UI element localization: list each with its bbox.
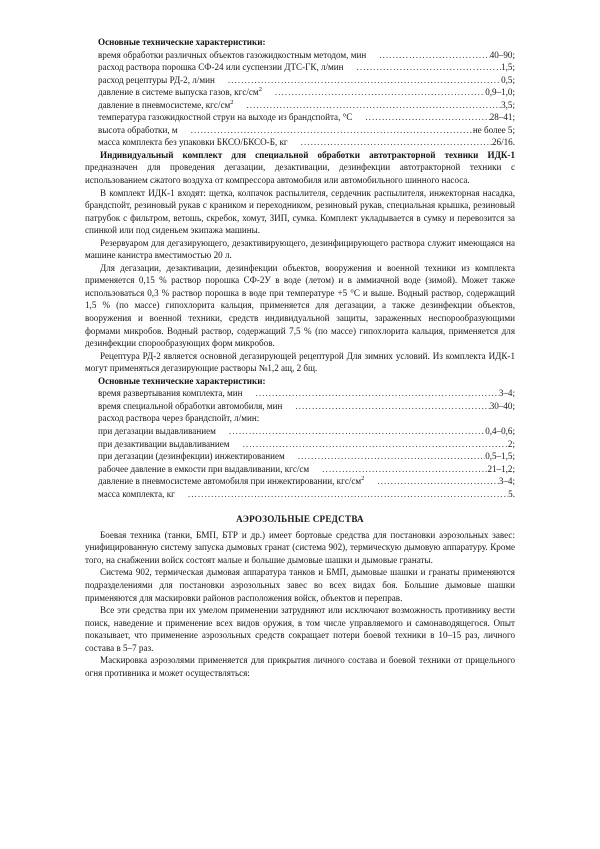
paragraph-reservoir: Резервуаром для дегазирующего, дезактивирующего, дезинфицирующего раствора служит имеющаяся на машине канистра вместимостью 20 л. xyxy=(85,237,515,261)
paragraph-aerosol-1: Боевая техника (танки, БМП, БТР и др.) имеет бортовые средства для постановки аэрозольных завес: унифицированную систему запуска дымовых гранат (система 902), термическую дымовую аппаратуру. Кроме того, на снабжении войск состоят малые и большие дымовые шашки и дымовые гранаты. xyxy=(85,529,515,565)
spec-primary-row xyxy=(85,74,515,87)
spec-primary-label: расход рецептуры РД-2, л/мин xyxy=(98,74,215,85)
spec-secondary-row xyxy=(85,475,515,488)
spec-primary-row xyxy=(85,124,515,137)
spec-secondary-label: при дезактивации выдавливанием xyxy=(98,438,230,449)
spec-secondary-row xyxy=(85,450,515,463)
spec-secondary-value: 5. xyxy=(508,488,515,499)
spec-primary-value: 26/16. xyxy=(492,137,515,148)
spec-primary-leader xyxy=(178,124,473,137)
spec-secondary-row xyxy=(85,387,515,400)
spec-heading-1: Основные технические характеристики: xyxy=(98,37,266,47)
paragraph-solutions: Для дегазации, дезактивации, дезинфекции объектов, вооружения и военной техники из комплекта применяется 0,15 % раствор порошка СФ-2У в воде (летом) и в аммиачной воде (зимой). Может также использоваться 0,3 % раствор порошка в воде при температуре +5 °С и выше. Водный раствор, содержащий 1,5 % (по массе) гипохлорита кальция, применяется для дегазации, а также дезинфекции объектов, вооружения и военной техники, средств индивидуальной защиты, зараженных неспорообразующими формами микробов. Водный раствор, содержащий 7,5 % (по массе) гипохлорита кальция, применяется для дезинфекции спорообразующих форм микробов. xyxy=(85,262,515,349)
section-title-aerosol: АЭРОЗОЛЬНЫЕ СРЕДСТВА xyxy=(236,514,364,525)
spec-secondary-row xyxy=(85,463,515,476)
spec-secondary-label: масса комплекта, кг xyxy=(98,488,175,499)
document-body xyxy=(85,36,515,679)
spec-primary-leader xyxy=(262,86,485,99)
spec-secondary-leader xyxy=(216,425,485,438)
spec-secondary-label: при дегазации (дезинфекции) инжектированием xyxy=(98,451,285,462)
spec-secondary-leader xyxy=(175,488,508,501)
spec-secondary-value: 0,4–0,6; xyxy=(485,425,515,436)
spec-primary-label: давление в пневмосистеме, кгс/$см^2$ xyxy=(98,98,234,110)
spec-primary-value: 0,5; xyxy=(501,74,515,85)
idk1-intro-rest: предназначен для проведения дегазации, дезактивации, дезинфекции автотракторной техники с использованием сжатого воздуха от компрессора автомобиля или автомобильного шинного насоса. xyxy=(85,162,515,186)
spec-secondary-value: 3–4; xyxy=(498,476,515,487)
spec-primary-row xyxy=(85,111,515,124)
spec-primary-label: время обработки различных объектов газожидкостным методом, мин xyxy=(98,49,367,60)
spec-primary-value: не более 5; xyxy=(472,124,515,135)
spec-primary-value: 40–90; xyxy=(489,49,515,60)
spec-secondary-leader xyxy=(282,400,489,413)
spec-list-idk1-primary xyxy=(85,49,515,149)
spec-primary-leader xyxy=(233,99,501,112)
spec-heading-2: Основные технические характеристики: xyxy=(98,375,266,386)
paragraph-rd2: Рецептура РД-2 является основной дегазирующей рецептурой Для зимних условий. Из комплекта ИДК-1 могут применяться дегазирующие растворы №1,2 ащ, 2 бщ. xyxy=(85,350,515,374)
paragraph-aerosol-2: Система 902, термическая дымовая аппаратура танков и БМП, дымовые шашки и гранаты применяются подразделениями для постановки аэрозольных завес во всех видах боя. Большие дымовые шашки применяются для маскировки районов расположения войск, объектов и переправ. xyxy=(85,567,515,603)
paragraph-idk1-intro xyxy=(85,149,515,187)
spec-primary-row xyxy=(85,99,515,112)
spec-primary-label: масса комплекта без упаковки БКСО/БКСО-Б, кг xyxy=(98,137,288,148)
spec-primary-leader xyxy=(344,61,502,74)
spec-primary-row xyxy=(85,61,515,74)
idk1-bold-lead: Индивидуальный комплект для специальной обработки автотракторной техники ИДК-1 xyxy=(100,149,515,160)
spec-primary-row xyxy=(85,86,515,99)
spec-secondary-row xyxy=(85,400,515,413)
spec-primary-label: расход раствора порошка СФ-24 или суспензии ДТС-ГК, л/мин xyxy=(98,62,344,73)
spec-primary-label: давление в системе выпуска газов, кгс/$см^2$ xyxy=(98,86,262,98)
spec-secondary-leader xyxy=(285,450,485,463)
spec-secondary-label: при дегазации выдавливанием xyxy=(98,425,216,436)
spec-primary-value: 1,5; xyxy=(501,62,515,73)
spec-primary-label: температура газожидкостной струи на выходе из брандспойта, °С xyxy=(98,112,353,123)
spec-secondary-label: расход раствора через брандспойт, л/мин: xyxy=(98,413,260,424)
spec-secondary-label: давление в пневмосистеме автомобиля при инжектировании, кгс/$см^2$ xyxy=(98,475,365,487)
spec-secondary-row xyxy=(85,438,515,451)
spec-list-idk1-secondary xyxy=(85,387,515,500)
spec-secondary-row xyxy=(85,488,515,501)
spec-secondary-value: 3–4; xyxy=(498,388,515,399)
paragraph-aerosol-3: Все эти средства при их умелом применении затрудняют или исключают возможность противнику вести поиск, наведение и применение всех видов оружия, в том числе управляемого и самонаводящегося. Опыт показывает, что применение аэрозольных средств сокращает потери боевой техники в 10–15 раз, личного состава в 5–7 раз. xyxy=(85,605,515,653)
spec-primary-value: 3,5; xyxy=(501,99,515,110)
spec-secondary-value: 21–1,2; xyxy=(487,463,515,474)
spec-primary-row xyxy=(85,49,515,62)
spec-secondary-value: 0,5–1,5; xyxy=(485,451,515,462)
paragraph-idk1-contents: В комплект ИДК-1 входят: щетка, колпачок распылителя, сердечник распылителя, инжекторная насадка, брандспойт, резиновый рукав с краником и переходником, резиновый рукав, специальная крышка, резиновый патрубок с фильтром, ветошь, скребок, хомут, ЗИП, сумка. Комплект укладывается в сумку и перевозится за спинкой или под сиденьем экипажа машины. xyxy=(85,187,515,236)
spec-secondary-row xyxy=(85,412,515,425)
spec-primary-value: 28–41; xyxy=(489,112,515,123)
spec-secondary-value: 30–40; xyxy=(489,400,515,411)
spec-secondary-leader xyxy=(309,463,487,476)
spec-primary-leader xyxy=(352,111,489,124)
spec-primary-row xyxy=(85,136,515,149)
spec-secondary-label: время развертывания комплекта, мин xyxy=(98,388,243,399)
spec-secondary-label: рабочее давление в емкости при выдавливании, кгс/см xyxy=(98,463,310,474)
spec-secondary-label: время специальной обработки автомобиля, мин xyxy=(98,400,283,411)
spec-secondary-leader xyxy=(364,475,498,488)
spec-secondary-row xyxy=(85,425,515,438)
spec-primary-leader xyxy=(366,49,490,62)
spec-secondary-value: 2; xyxy=(507,438,515,449)
spec-primary-leader xyxy=(215,74,501,87)
paragraph-aerosol-4: Маскировка аэрозолями применяется для прикрытия личного состава и боевой техники от прицельного огня противника и может осуществляться: xyxy=(85,655,515,678)
spec-primary-leader xyxy=(288,136,492,149)
spec-secondary-leader xyxy=(242,387,498,400)
spec-secondary-leader xyxy=(230,438,508,451)
spec-primary-value: 0,9–1,0; xyxy=(485,87,515,98)
spec-primary-label: высота обработки, м xyxy=(98,124,178,135)
